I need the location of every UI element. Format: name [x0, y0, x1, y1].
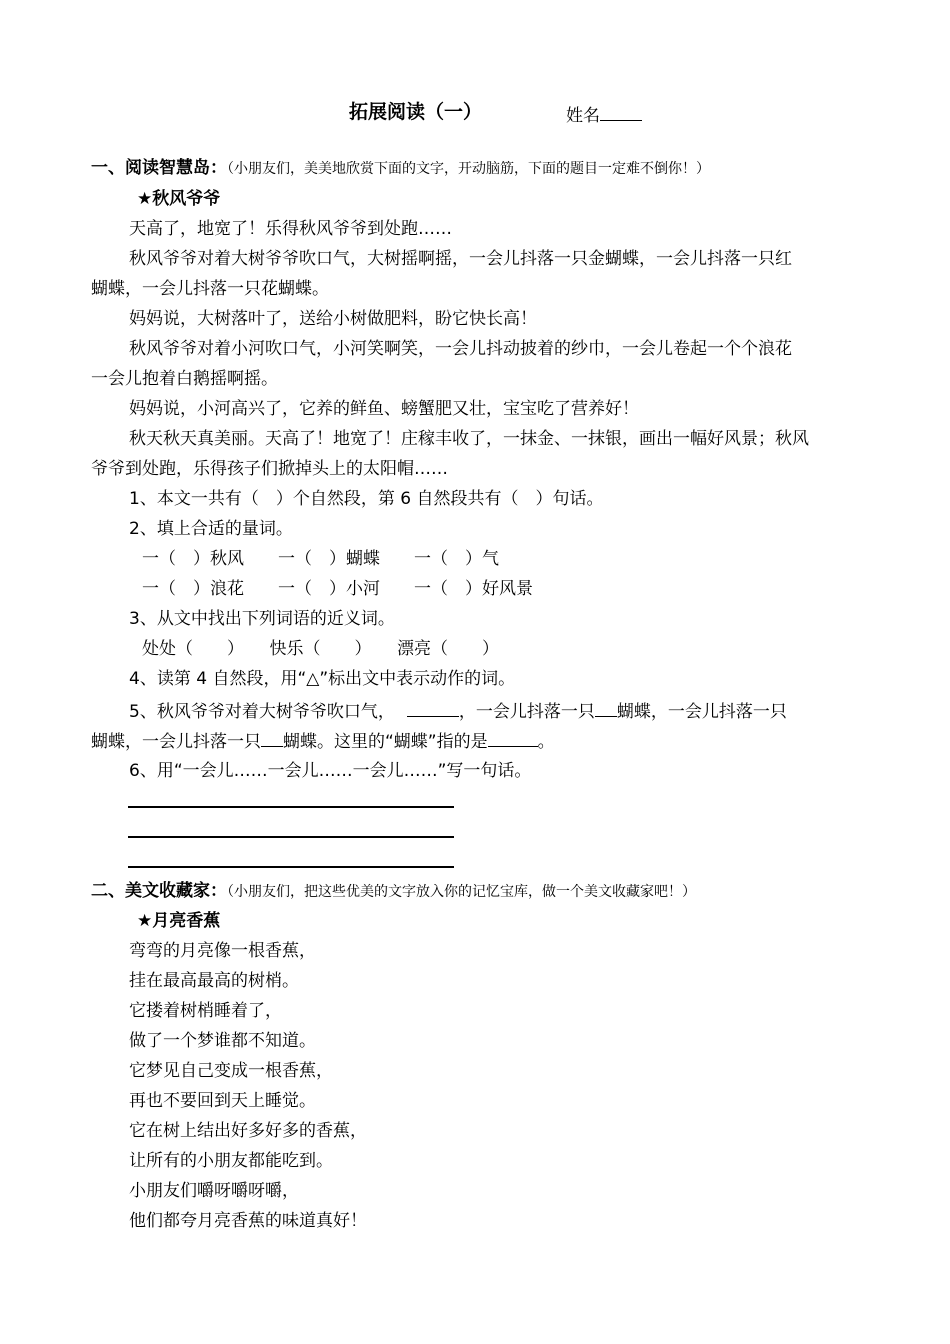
question-5-text: ，一会儿抖落一只 [458, 702, 595, 722]
page-title: 拓展阅读（一） [349, 101, 483, 123]
story-line: 秋天秋天真美丽。天高了！地宽了！庄稼丰收了，一抹金、一抹银，画出一幅好风景；秋风 [129, 429, 809, 449]
question-1: 1、本文一共有（ ）个自然段，第 6 自然段共有（ ）句话。 [129, 489, 604, 509]
question-6: 6、用“一会儿……一会儿……一会儿……”写一句话。 [129, 761, 532, 781]
question-4: 4、读第 4 自然段，用“△”标出文中表示动作的词。 [129, 669, 516, 689]
section2-heading-row [91, 880, 696, 903]
story-line: 蝴蝶，一会儿抖落一只花蝴蝶。 [91, 279, 329, 299]
question-5-text: 蝴蝶，一会儿抖落一只 [91, 732, 261, 752]
answer-line[interactable] [128, 866, 454, 868]
question-3-row: 处处（ ） 快乐（ ） 漂亮（ ） [142, 639, 499, 659]
section1-heading: 一、阅读智慧岛： [91, 158, 227, 178]
story-line: 爷爷到处跑，乐得孩子们掀掉头上的太阳帽…… [91, 459, 448, 479]
section1-heading-row [91, 157, 710, 180]
answer-line[interactable] [128, 806, 454, 808]
question-5-text: 5、秋风爷爷对着大树爷爷吹口气， [129, 702, 395, 722]
poem-line: 做了一个梦谁都不知道。 [129, 1031, 316, 1051]
section2-note: （小朋友们，把这些优美的文字放入你的记忆宝库，做一个美文收藏家吧！） [227, 884, 696, 900]
question-2-row-2: 一（ ）浪花 一（ ）小河 一（ ）好风景 [142, 579, 533, 599]
answer-blank[interactable] [488, 728, 538, 747]
poem-line: 它梦见自己变成一根香蕉， [129, 1061, 333, 1081]
story-line: 妈妈说，大树落叶了，送给小树做肥料，盼它快长高！ [129, 309, 537, 329]
name-blank [600, 102, 642, 121]
poem-line: 他们都夸月亮香蕉的味道真好！ [129, 1211, 367, 1231]
question-5-line-2 [91, 728, 555, 753]
story-line: 秋风爷爷对着小河吹口气，小河笑啊笑，一会儿抖动披着的纱巾，一会儿卷起一个个浪花 [129, 339, 792, 359]
name-field [566, 102, 642, 127]
answer-blank[interactable] [261, 728, 283, 747]
poem-line: 再也不要回到天上睡觉。 [129, 1091, 316, 1111]
story-line: 秋风爷爷对着大树爷爷吹口气，大树摇啊摇，一会儿抖落一只金蝴蝶，一会儿抖落一只红 [129, 249, 792, 269]
poem-title: ★月亮香蕉 [137, 911, 221, 931]
poem-line: 弯弯的月亮像一根香蕉， [129, 941, 316, 961]
answer-blank[interactable] [407, 698, 459, 717]
story-title: ★秋风爷爷 [137, 189, 221, 209]
question-5-text: 蝴蝶。这里的“蝴蝶”指的是 [283, 732, 488, 752]
story-line: 天高了，地宽了！乐得秋风爷爷到处跑…… [129, 219, 452, 239]
poem-line: 它搂着树梢睡着了， [129, 1001, 282, 1021]
section2-heading: 二、美文收藏家： [91, 881, 227, 901]
question-5-text: 。 [537, 732, 555, 752]
name-label: 姓名 [566, 106, 600, 126]
story-line: 一会儿抱着白鹅摇啊摇。 [91, 369, 278, 389]
poem-line: 它在树上结出好多好多的香蕉， [129, 1121, 367, 1141]
question-2: 2、填上合适的量词。 [129, 519, 293, 539]
answer-line[interactable] [128, 836, 454, 838]
section1-note: （小朋友们，美美地欣赏下面的文字，开动脑筋，下面的题目一定难不倒你！） [227, 161, 710, 177]
question-5-text: 蝴蝶，一会儿抖落一只 [616, 702, 787, 722]
poem-line: 挂在最高最高的树梢。 [129, 971, 299, 991]
poem-line: 让所有的小朋友都能吃到。 [129, 1151, 333, 1171]
story-line: 妈妈说，小河高兴了，它养的鲜鱼、螃蟹肥又壮，宝宝吃了营养好！ [129, 399, 639, 419]
question-2-row-1: 一（ ）秋风 一（ ）蝴蝶 一（ ）气 [142, 549, 499, 569]
question-5-line-1 [129, 698, 787, 723]
question-3: 3、从文中找出下列词语的近义词。 [129, 609, 395, 629]
poem-line: 小朋友们嚼呀嚼呀嚼， [129, 1181, 299, 1201]
answer-blank[interactable] [595, 698, 617, 717]
